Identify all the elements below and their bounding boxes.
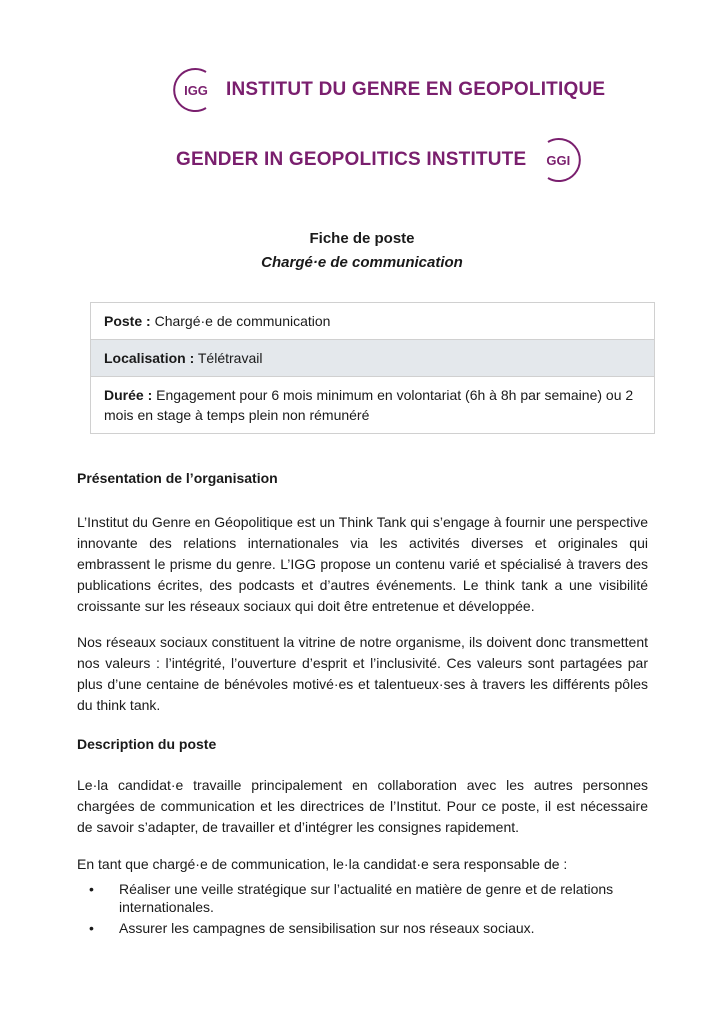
poste-cell: [91, 303, 655, 340]
responsibilities-list: [77, 880, 648, 940]
section-title-presentation: Présentation de l’organisation: [77, 470, 278, 486]
localisation-value: Télétravail: [197, 350, 263, 366]
table-row-poste: [91, 303, 655, 340]
list-item: [77, 919, 648, 937]
org-name-fr: INSTITUT DU GENRE EN GEOPOLITIQUE: [226, 79, 606, 100]
presentation-paragraph-2: Nos réseaux sociaux constituent la vitrine de notre organisme, ils doivent donc transmettent nos valeurs : l’intégrité, l’ouverture d’esprit et l’inclusivité. Ces valeurs sont partagées par plus d’une centaine de bénévoles motivé·es et talentueux·ses à travers les différents pôles du think tank.: [77, 634, 648, 713]
header-en: [176, 136, 582, 184]
description-paragraph-1: Le·la candidat·e travaille principalement en collaboration avec les autres personnes chargées de communication et les directrices de l’Institut. Pour ce poste, il est nécessaire de savoir s’adapter, de travailler et d’intégrer les consignes rapidement.: [77, 777, 648, 835]
duree-value: Engagement pour 6 mois minimum en volontariat (6h à 8h par semaine) ou 2 mois en stage à temps plein non rémunéré: [104, 387, 634, 423]
table-row-duree: [91, 377, 655, 434]
description-paragraph-2: En tant que chargé·e de communication, le·la candidat·e sera responsable de :: [77, 856, 568, 872]
document-subtitle: Chargé·e de communication: [261, 254, 463, 271]
localisation-label: Localisation :: [104, 350, 195, 366]
header-fr: [172, 66, 605, 114]
poste-value: Chargé·e de communication: [154, 313, 331, 329]
duree-label: Durée :: [104, 387, 153, 403]
localisation-cell: [91, 340, 655, 377]
ggi-logo-text: GGI: [546, 152, 571, 168]
document-title: Fiche de poste: [309, 230, 415, 247]
table-row-localisation: [91, 340, 655, 377]
list-item: [77, 880, 648, 916]
section-title-description: Description du poste: [77, 736, 217, 752]
poste-label: Poste :: [104, 313, 151, 329]
job-info-table: [90, 302, 655, 434]
list-item-text: Assurer les campagnes de sensibilisation sur nos réseaux sociaux.: [119, 920, 535, 936]
list-item-text: Réaliser une veille stratégique sur l’actualité en matière de genre et de relations internationales.: [119, 881, 614, 915]
bullet-icon: •: [89, 920, 94, 936]
bullet-icon: •: [89, 881, 94, 897]
org-name-en: GENDER IN GEOPOLITICS INSTITUTE: [176, 149, 527, 170]
igg-logo-text: IGG: [184, 82, 208, 98]
duree-cell: [91, 377, 655, 434]
igg-logo: [172, 66, 220, 114]
presentation-paragraph-1: L’Institut du Genre en Géopolitique est un Think Tank qui s’engage à fournir une perspective innovante des relations internationales via les activités diverses et originales qui embrassent le prisme du genre. L’IGG propose un contenu varié et spécialisé à travers des publications écrites, des podcasts et d’autres événements. Le think tank a une visibilité croissante sur les réseaux sociaux qui doit être entretenue et développée.: [77, 514, 648, 614]
ggi-logo: [534, 136, 582, 184]
